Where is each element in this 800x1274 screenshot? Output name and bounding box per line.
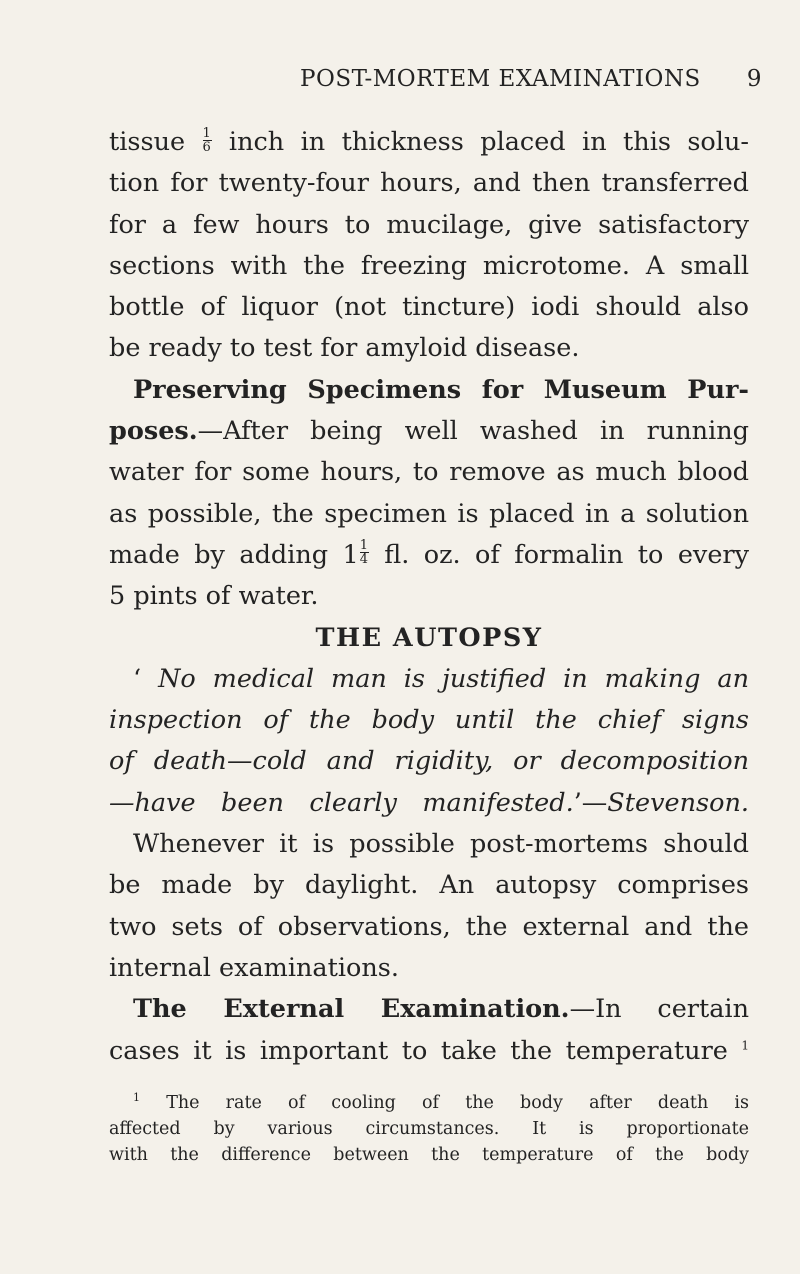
section-heading-preserving: Preserving Specimens for Museum Pur- (133, 374, 749, 405)
text-line: poses.—After being well washed in running (109, 416, 749, 447)
body-text (109, 122, 749, 1072)
text-line: as possible, the specimen is placed in a solution (109, 498, 749, 529)
page-number: 9 (746, 66, 762, 92)
quote-line: ‘ No medical man is justified in making an (133, 663, 749, 694)
text-line: be made by daylight. An autopsy comprises (109, 870, 749, 901)
section-heading-preserving-cont: poses. (109, 416, 198, 447)
text-line: for a few hours to mucilage, give satisfactory (109, 209, 749, 240)
text-line: water for some hours, to remove as much blood (109, 457, 749, 488)
footnote-line: $^1$ The rate of cooling of the body after death is (133, 1091, 749, 1113)
quote-author: Stevenson. (607, 787, 749, 818)
footnote-line: affected by various circumstances. It is proportionate (109, 1119, 749, 1139)
text-line: cases it is important to take the temperature $^1$ (109, 1035, 750, 1066)
running-head (300, 66, 780, 102)
text-line: made by adding 1 $\frac{1}{4}$ fl. oz. of formalin to every (109, 538, 749, 570)
footnote-line: with the difference between the temperature of the body (109, 1145, 749, 1165)
text-line: two sets of observations, the external and the (109, 911, 749, 942)
text-line: 5 pints of water. (109, 581, 319, 612)
text-line: tion for twenty-four hours, and then transferred (109, 168, 749, 199)
text-line (109, 370, 749, 411)
section-heading-autopsy: THE AUTOPSY (315, 622, 543, 653)
footnotes (109, 1090, 749, 1168)
quote-line: inspection of the body until the chief signs (109, 705, 749, 736)
text-line: Whenever it is possible post-mortems should (133, 829, 749, 860)
footnote-reference[interactable]: 1 (741, 1038, 750, 1053)
text-line: be ready to test for amyloid disease. (109, 333, 580, 364)
text-line: The External Examination.—In certain (133, 994, 749, 1025)
quote-line: —have been clearly manifested.’—Stevenson. (109, 787, 749, 818)
text-line: sections with the freezing microtome. A small (109, 250, 749, 281)
text-line: internal examinations. (109, 952, 400, 983)
text-line: tissue $\frac{1}{6}$ inch in thickness placed in this solu- (109, 125, 749, 157)
section-heading-external: The External Examination. (133, 994, 570, 1025)
fraction-one-sixth: $\frac{1}{6}$ (202, 125, 211, 155)
fraction-one-quarter: $\frac{1}{4}$ (359, 538, 369, 568)
quote-line: of death—cold and rigidity, or decomposition (109, 746, 749, 777)
text-line: bottle of liquor (not tincture) iodi should also (109, 292, 749, 323)
running-head-title: POST-MORTEM EXAMINATIONS (300, 66, 701, 92)
footnote-mark: 1 (133, 1091, 140, 1105)
